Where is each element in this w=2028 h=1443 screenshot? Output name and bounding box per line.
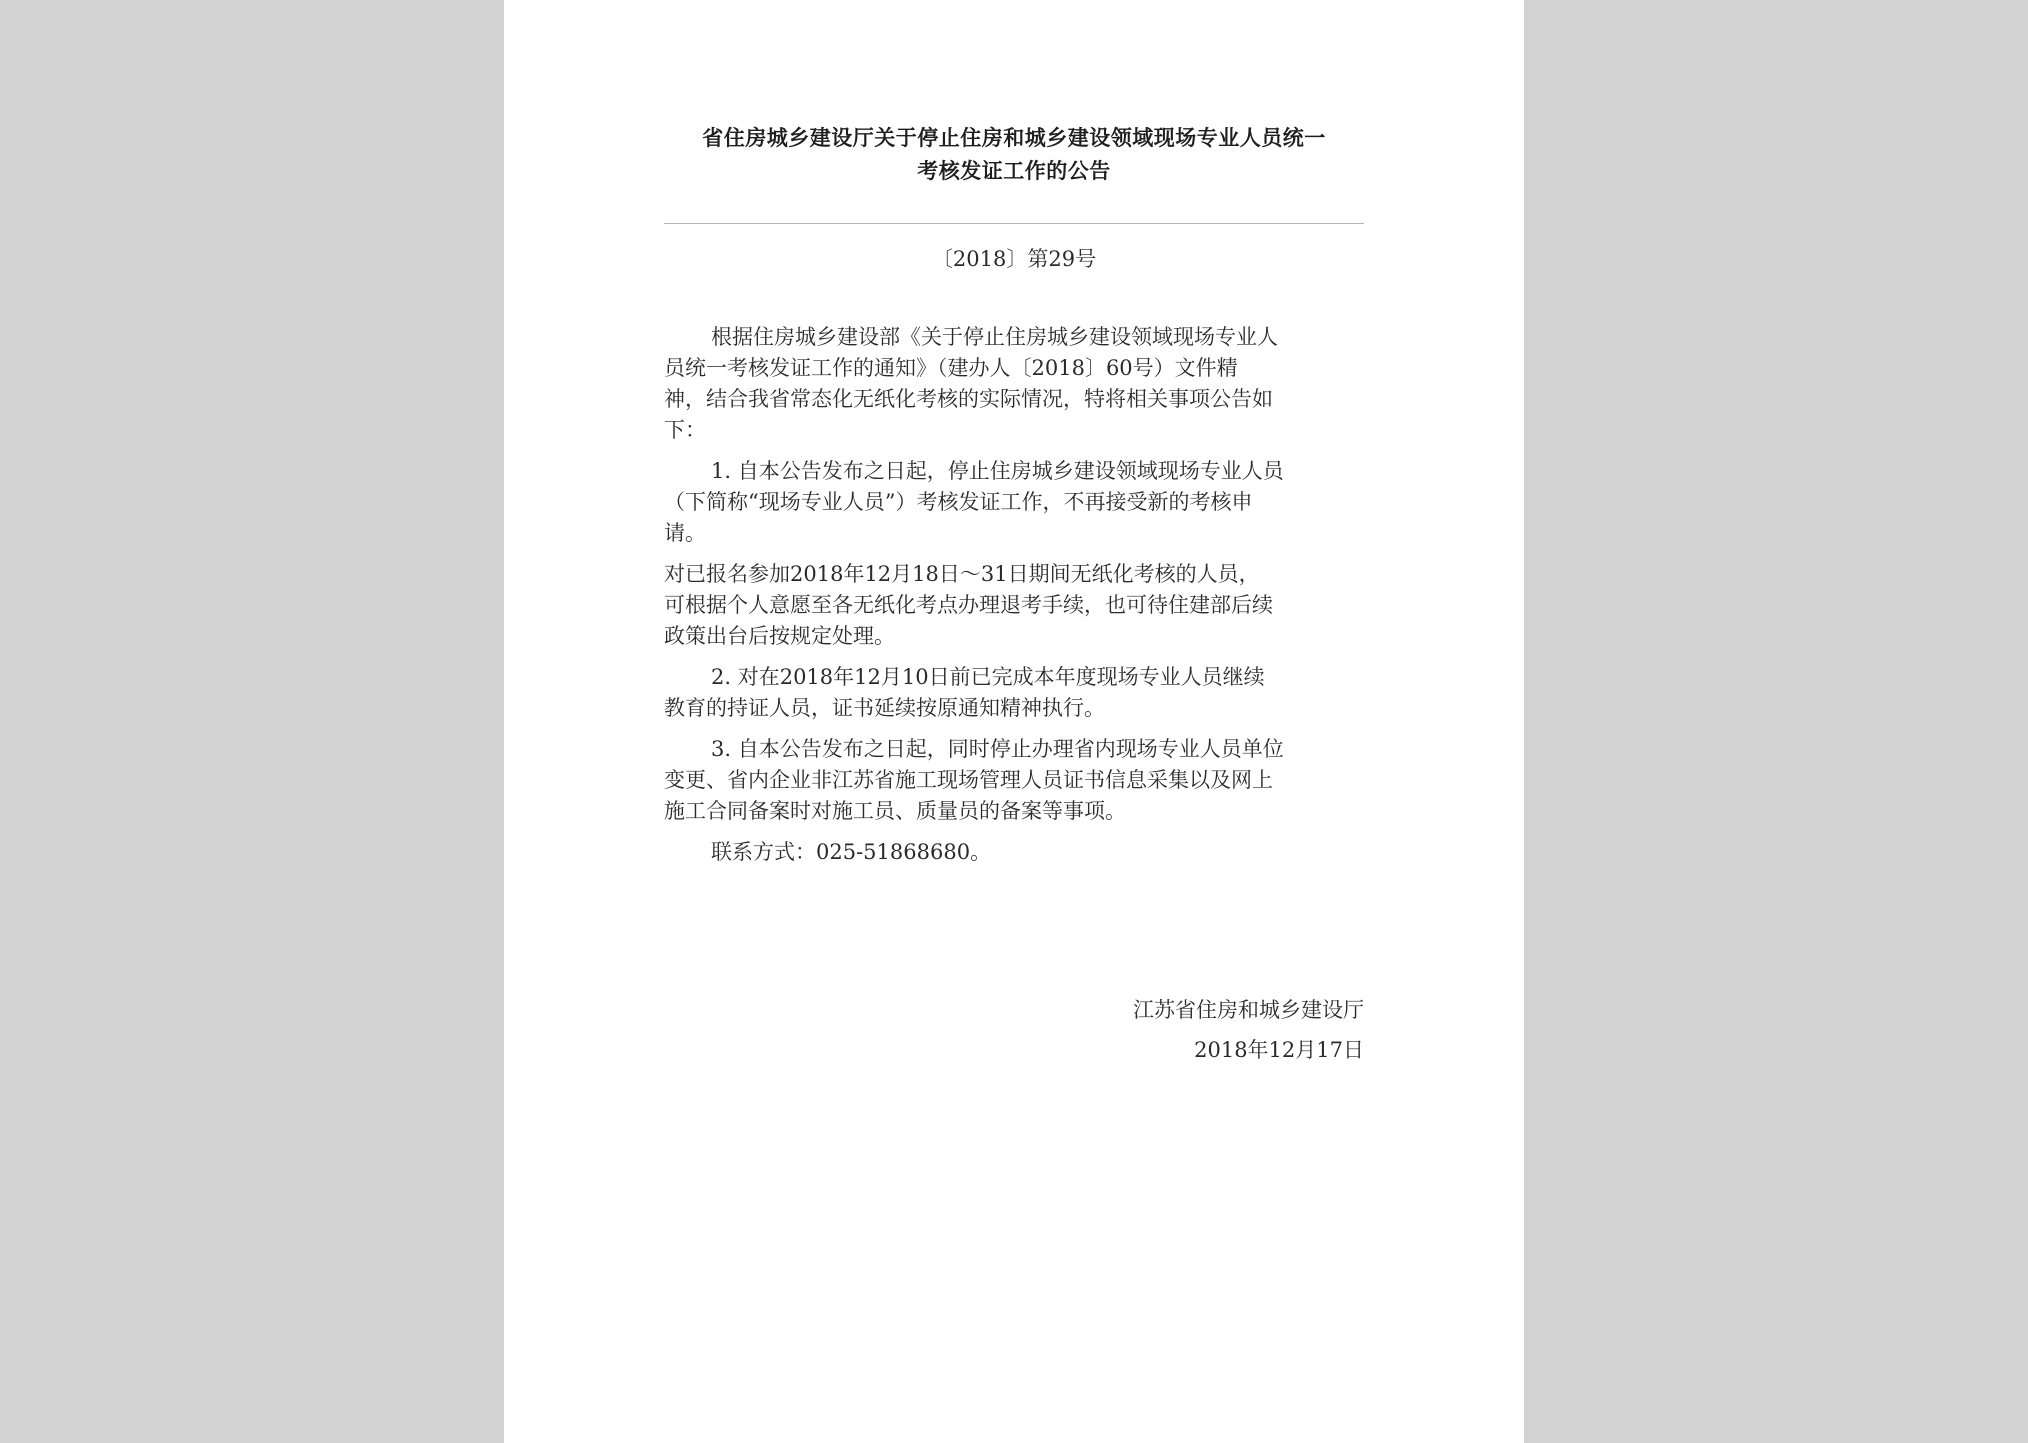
text-line: 教育的持证人员，证书延续按原通知精神执行。 [664,696,1105,720]
text-line: 2. 对在2018年12月10日前已完成本年度现场专业人员继续 [711,665,1265,689]
text-line: （下简称“现场专业人员”）考核发证工作，不再接受新的考核申 [664,490,1253,514]
title-line-2: 考核发证工作的公告 [917,158,1111,183]
contact-paragraph [664,837,1364,868]
item-1-paragraph [664,456,1364,549]
document-body [664,322,1364,878]
intro-paragraph [664,322,1364,446]
document-title [664,121,1364,187]
text-line: 施工合同备案时对施工员、质量员的备案等事项。 [664,799,1126,823]
text-line: 根据住房城乡建设部《关于停止住房城乡建设领域现场专业人 [711,325,1278,349]
item-3-paragraph [664,734,1364,827]
document-number: 〔2018〕第29号 [931,247,1097,271]
title-line-1: 省住房城乡建设厅关于停止住房和城乡建设领域现场专业人员统一 [702,125,1326,150]
text-line: 请。 [664,521,706,545]
title-divider [664,223,1364,224]
text-line: 1. 自本公告发布之日起，停止住房城乡建设领域现场专业人员 [711,459,1284,483]
text-line: 政策出台后按规定处理。 [664,624,895,648]
signature-date: 2018年12月17日 [1194,1038,1364,1062]
text-line: 变更、省内企业非江苏省施工现场管理人员证书信息采集以及网上 [664,768,1273,792]
text-line: 3. 自本公告发布之日起，同时停止办理省内现场专业人员单位 [711,737,1284,761]
text-line: 对已报名参加2018年12月18日～31日期间无纸化考核的人员， [664,562,1260,586]
document-page [504,0,1524,1443]
text-line: 神，结合我省常态化无纸化考核的实际情况，特将相关事项公告如 [664,387,1273,411]
signature-organization: 江苏省住房和城乡建设厅 [1133,998,1364,1022]
text-line: 下： [664,418,706,442]
item-1-extra-paragraph [664,559,1364,652]
contact-info: 联系方式：025-51868680。 [711,840,992,864]
item-2-paragraph [664,662,1364,724]
text-line: 可根据个人意愿至各无纸化考点办理退考手续，也可待住建部后续 [664,593,1273,617]
text-line: 员统一考核发证工作的通知》（建办人〔2018〕60号）文件精 [664,356,1238,380]
